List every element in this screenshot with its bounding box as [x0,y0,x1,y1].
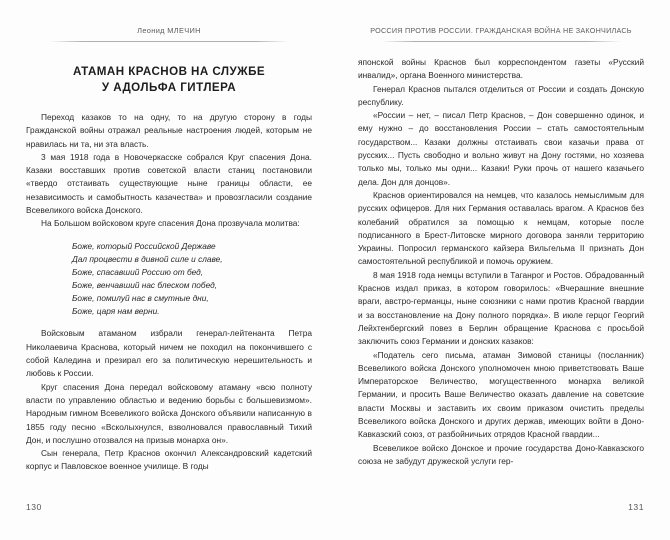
right-body-text [358,56,644,468]
paragraph: Генерал Краснов пытался отделиться от России и создать Донскую республику. [358,83,644,107]
paragraph: Переход казаков то на одну, то на другую сторону в годы Гражданской войны отражал реальные настроения людей, которым не нравилась ни та, ни эта власть. [26,111,312,149]
chapter-title-line-2: У АДОЛЬФА ГИТЛЕРА [101,81,237,95]
paragraph: «России – нет, – писал Петр Краснов, – Дон совершенно одинок, и ему нужно – до восстановления России – стать самостоятельным государством... Казаки должны отстаивать свои казачьи права от русских... Пусть свободно и вольно живут на Дону гостями, но хозяева только мы, только мы одни... Казаки! Руки прочь от нашего казачьего дела. Дон для донцов». [358,110,644,187]
paragraph: японской войны Краснов был корреспондентом газеты «Русский инвалид», органа Военного министерства. [358,57,644,81]
chapter-title [26,64,312,97]
prayer-verse [26,240,312,319]
paragraph: «Податель сего письма, атаман Зимовой станицы (посланник) Всевеликого войска Донского уполномочен мною приветствовать Ваше Императорское Величество, могущественного монарха великой Германии, и просить Ваше Величество оказать давление на советские власти Москвы и заставить их своим приказом очистить пределы Всевеликого войска Донского и других держав, имеющих войти в Доно-Кавказский союз, от разбойничьих отрядов Красной гвардии... [358,349,644,440]
running-head-left: Леонид МЛЕЧИН [137,26,201,35]
paragraph: 8 мая 1918 года немцы вступили в Таганрог и Ростов. Обрадованный Краснов издал приказ, в котором говорилось: «Вчерашние внешние враги, австро-германцы, ныне союзники с нами против Красной гвардии и за восстановление на Дону полного порядка». В июле герцог Георгий Лейхтенбергский повез в Берлин обращение Краснова с просьбой заключить союз Германии и донских казаков: [358,269,644,347]
verse-line: Боже, царя нам верни. [72,306,160,317]
verse-line: Боже, который Российской Державе [72,240,216,251]
paragraph: Всевеликое войско Донское и прочие государства Доно-Кавказского союза не забудут дружеской услуги гер- [358,442,644,466]
header-rule-right [381,41,621,42]
header-rule-left [49,41,289,42]
left-body-text [26,111,312,474]
right-page [335,0,670,540]
paragraph: На Большом войсковом круге спасения Дона прозвучала молитва: [41,218,300,229]
page-number-left: 130 [26,502,42,512]
paragraph: Войсковым атаманом избрали генерал-лейтенанта Петра Николаевича Краснова, который ничем не походил на покончившего с собой Каледина и презирал его за политическую нерешительность и любовь к России. [26,328,312,379]
running-head-right: РОССИЯ ПРОТИВ РОССИИ. ГРАЖДАНСКАЯ ВОЙНА НЕ ЗАКОНЧИЛАСЬ [370,26,632,35]
chapter-title-line-1: АТАМАН КРАСНОВ НА СЛУЖБЕ [72,65,266,78]
verse-line: Боже, помилуй нас в смутные дни, [72,293,209,304]
paragraph: Сын генерала, Петр Краснов окончил Александровский кадетский корпус и Павловское военное училище. В годы [26,448,312,472]
verse-line: Дал процвести в дивной силе и славе, [72,253,223,264]
paragraph: Краснов ориентировался на немцев, что казалось немыслимым для русских офицеров. Для них Германия оставалась врагом. А Краснов без колебаний обратился за помощью к немцам, которые после подписанного в Брест-Литовске мирного договора заняли территорию Украины. Попросил германского кайзера Вильгельма II признать Дон самостоятельной республикой и помочь оружием. [358,189,644,267]
verse-line: Боже, венчавший нас блеском побед, [72,280,218,290]
page-number-right: 131 [628,502,644,512]
paragraph: 3 мая 1918 года в Новочеркасске собрался Круг спасения Дона. Казаки восставших против советской власти станиц постановили «твердо отстаивать существующие ныне границы области, ее независимость и самобытность казачества» и провозгласили создание Всевеликого войска Донского. [26,151,312,215]
paragraph: Круг спасения Дона передал войсковому атаману «всю полноту власти по управлению областью и ведению борьбы с большевизмом». Народным гимном Всевеликого войска Донского объявили написанную в 1855 году песню «Всколыхнулся, взволновался православный Тихий Дон, и послушно отозвался на призыв монарха он». [26,381,312,445]
verse-line: Боже, спасавший Россию от бед, [72,266,204,277]
